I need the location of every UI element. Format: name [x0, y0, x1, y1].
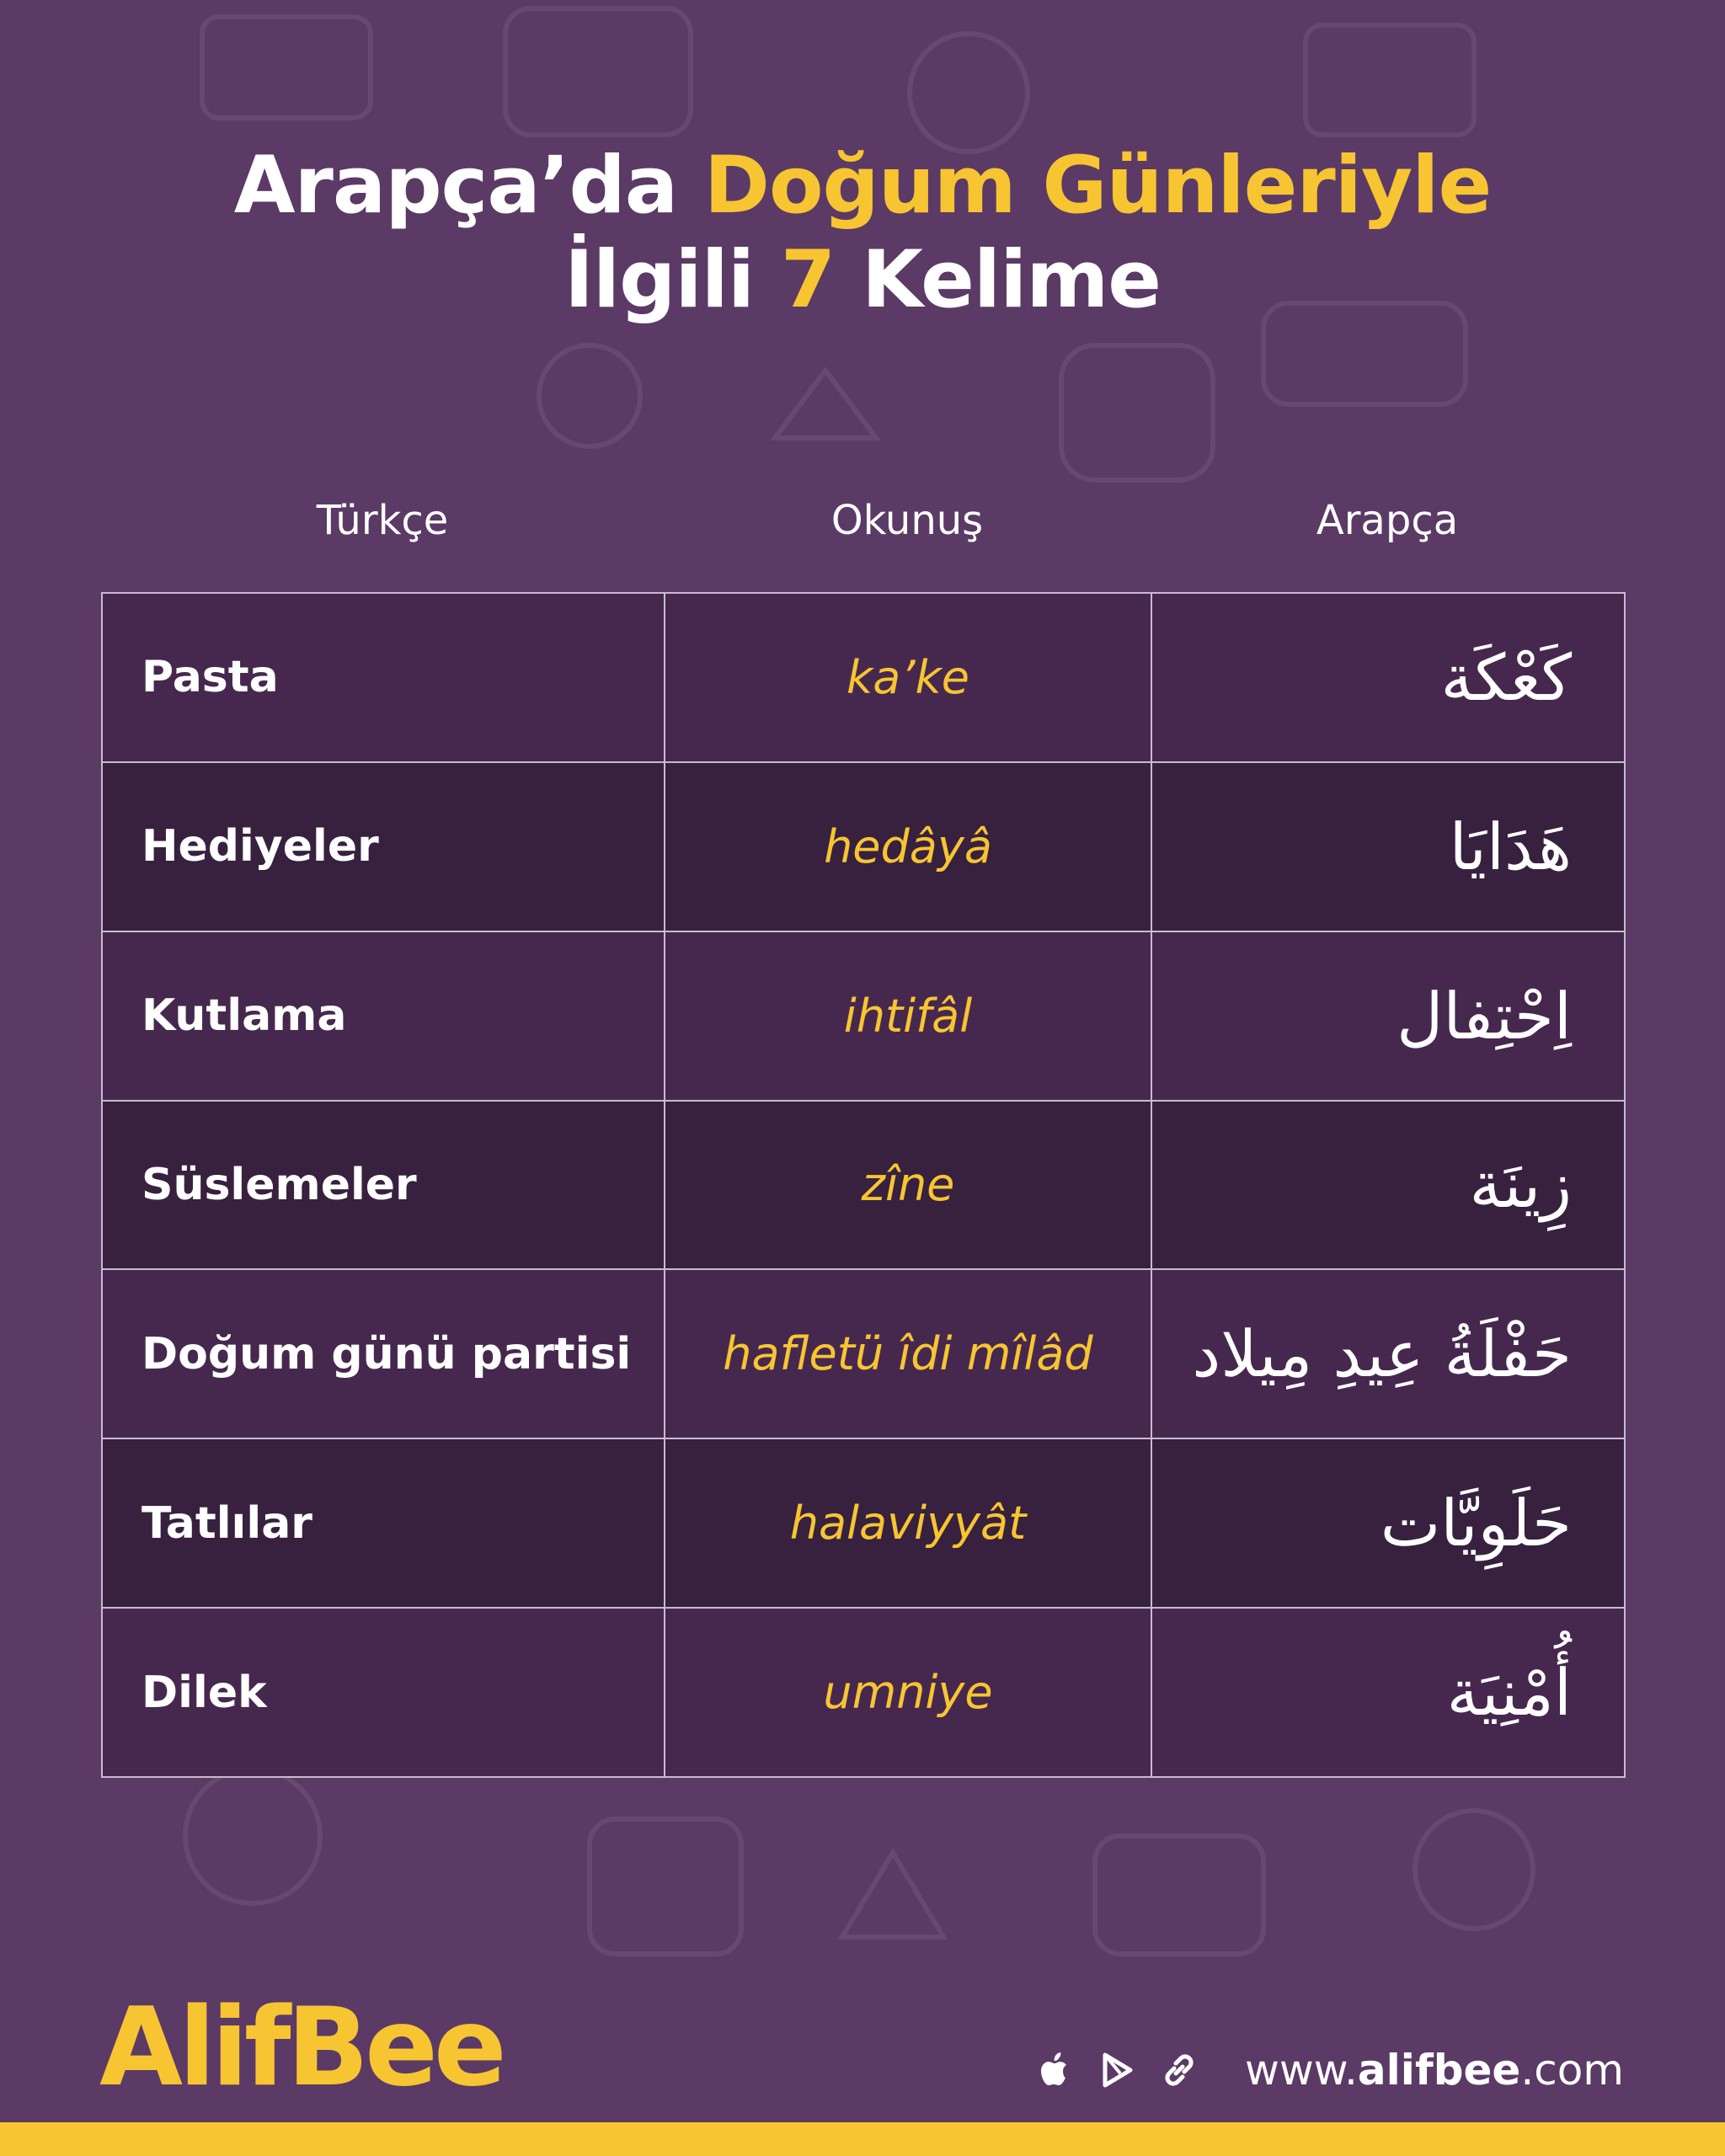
column-header-turkish: Türkçe — [316, 497, 449, 544]
arabic-word: أُمْنِيَة — [1151, 1608, 1625, 1777]
turkish-word: Kutlama — [102, 931, 665, 1101]
title-text: Arapça’da — [233, 140, 704, 232]
apple-icon[interactable] — [1033, 2048, 1076, 2092]
arabic-word: اِحْتِفال — [1151, 931, 1625, 1101]
footer-links — [1033, 2036, 1624, 2104]
table-row — [102, 931, 1625, 1101]
title-line-2 — [0, 233, 1725, 328]
reading-word: ka’ke — [665, 593, 1151, 762]
table-row — [102, 593, 1625, 762]
column-header-arabic: Arapça — [1316, 497, 1459, 544]
alifbee-logo: AlifBee — [99, 1985, 503, 2111]
reading-word: hafletü îdi mîlâd — [665, 1269, 1151, 1438]
bottom-accent-bar — [0, 2122, 1725, 2156]
title-number-highlight: 7 — [780, 234, 836, 326]
reading-word: ihtifâl — [665, 931, 1151, 1101]
table-row — [102, 1269, 1625, 1438]
column-header-reading: Okunuş — [830, 497, 984, 544]
turkish-word: Dilek — [102, 1608, 665, 1777]
reading-word: zîne — [665, 1101, 1151, 1270]
column-headers — [0, 497, 1725, 556]
site-prefix: www. — [1244, 2046, 1358, 2095]
table-row — [102, 762, 1625, 931]
arabic-word: حَلَوِيَّات — [1151, 1438, 1625, 1608]
page-title — [0, 139, 1725, 328]
table-row — [102, 1438, 1625, 1608]
website-link[interactable] — [1245, 2046, 1624, 2095]
vocabulary-table — [101, 592, 1626, 1778]
turkish-word: Pasta — [102, 593, 665, 762]
arabic-word: حَفْلَةُ عِيدِ مِيلاد — [1151, 1269, 1625, 1438]
reading-word: umniye — [665, 1608, 1151, 1777]
site-domain: alifbee — [1357, 2046, 1521, 2095]
turkish-word: Hediyeler — [102, 762, 665, 931]
reading-word: halaviyyât — [665, 1438, 1151, 1608]
play-store-icon[interactable] — [1095, 2048, 1139, 2092]
arabic-word: زِينَة — [1151, 1101, 1625, 1270]
table-row — [102, 1101, 1625, 1270]
site-suffix: .com — [1520, 2046, 1624, 2095]
table-row — [102, 1608, 1625, 1777]
turkish-word: Süslemeler — [102, 1101, 665, 1270]
title-line-1 — [0, 139, 1725, 233]
title-text: İlgili — [563, 234, 781, 326]
reading-word: hedâyâ — [665, 762, 1151, 931]
title-text: Kelime — [835, 234, 1162, 326]
link-icon[interactable] — [1157, 2048, 1201, 2092]
turkish-word: Doğum günü partisi — [102, 1269, 665, 1438]
title-highlight: Doğum Günleriyle — [703, 140, 1492, 232]
arabic-word: هَدَايَا — [1151, 762, 1625, 931]
arabic-word: كَعْكَة — [1151, 593, 1625, 762]
turkish-word: Tatlılar — [102, 1438, 665, 1608]
